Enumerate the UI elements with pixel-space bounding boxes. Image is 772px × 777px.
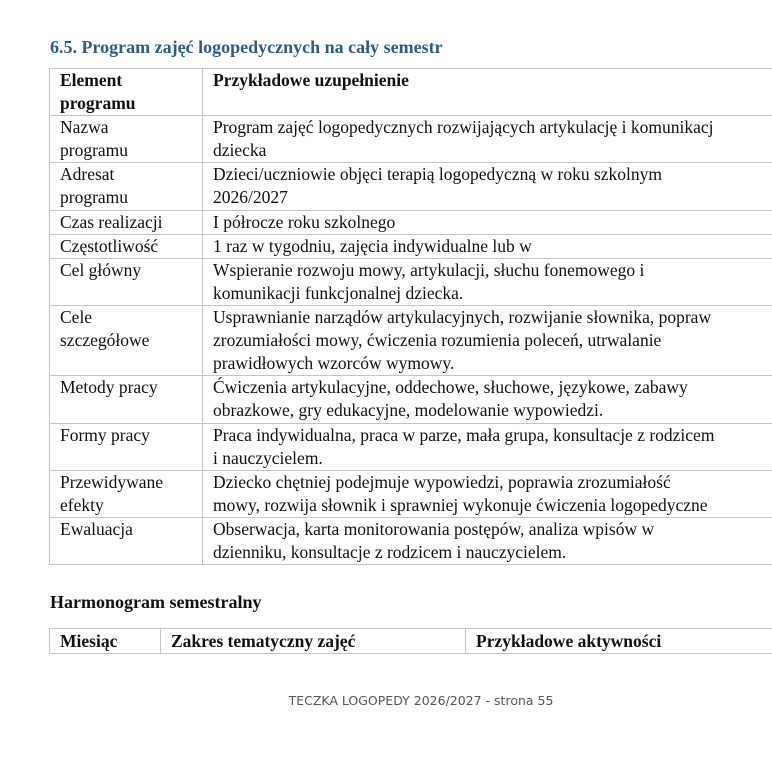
row-content-line: prawidłowych wzorców wymowy. (213, 353, 455, 373)
row-element-cell (50, 376, 203, 424)
row-content-line: Wspieranie rozwoju mowy, artykulacji, słuchu fonemowego i (213, 260, 645, 280)
page-footer: TECZKA LOGOPEDY 2026/2027 - strona 55 (288, 693, 554, 708)
row-element-line: Częstotliwość (60, 236, 159, 256)
row-content-cell (203, 211, 772, 235)
schedule-table-header-row (50, 629, 772, 654)
table-row (50, 235, 772, 259)
row-content-line: i nauczycielem. (213, 448, 323, 468)
header-month: Miesiąc (50, 629, 161, 654)
program-table-body (50, 116, 772, 565)
row-content-line: Ćwiczenia artykulacyjne, oddechowe, słuchowe, językowe, zabawy (213, 377, 688, 397)
header-example-line: Przykładowe uzupełnienie (213, 70, 409, 90)
row-element-line: szczegółowe (60, 330, 150, 350)
row-element-cell (50, 424, 203, 471)
row-content-line: Program zajęć logopedycznych rozwijających artykulację i komunikacj (213, 117, 714, 137)
row-content-line: Dzieci/uczniowie objęci terapią logopedyczną w roku szkolnym (213, 164, 663, 184)
row-content-cell (203, 424, 772, 471)
row-element-line: Przewidywane (60, 472, 164, 492)
table-row (50, 471, 772, 518)
row-content-cell (203, 518, 772, 565)
row-element-cell (50, 163, 203, 211)
row-content-line: dzienniku, konsultacje z rodzicem i nauczycielem. (213, 542, 567, 562)
row-content-line: dziecka (213, 140, 267, 160)
row-element-cell (50, 235, 203, 259)
row-content-line: Dziecko chętniej podejmuje wypowiedzi, poprawia zrozumiałość (213, 472, 671, 492)
row-content-cell (203, 116, 772, 163)
row-element-cell (50, 259, 203, 306)
header-example (203, 69, 772, 116)
header-element (50, 69, 203, 116)
schedule-heading: Harmonogram semestralny (50, 592, 262, 612)
program-table (49, 68, 772, 565)
row-element-line: Ewaluacja (60, 519, 133, 539)
program-table-header-row (50, 69, 772, 116)
row-content-line: 2026/2027 (213, 187, 288, 207)
row-content-line: 1 raz w tygodniu, zajęcia indywidualne lub w (213, 236, 532, 256)
row-content-cell (203, 306, 772, 376)
row-content-cell (203, 259, 772, 306)
schedule-table (49, 628, 772, 654)
row-element-line: Formy pracy (60, 425, 150, 445)
table-row (50, 163, 772, 211)
row-element-cell (50, 306, 203, 376)
row-content-cell (203, 235, 772, 259)
table-row (50, 211, 772, 235)
row-content-cell (203, 471, 772, 518)
row-content-line: Praca indywidualna, praca w parze, mała grupa, konsultacje z rodzicem (213, 425, 715, 445)
header-topics: Zakres tematyczny zajęć (161, 629, 466, 654)
row-element-cell (50, 211, 203, 235)
row-element-line: Cel główny (60, 260, 142, 280)
row-element-cell (50, 471, 203, 518)
row-element-line: efekty (60, 495, 104, 515)
header-element-line: programu (60, 93, 136, 113)
header-activities: Przykładowe aktywności (466, 629, 772, 654)
section-heading: 6.5. Program zajęć logopedycznych na cały semestr (50, 37, 443, 57)
row-element-cell (50, 116, 203, 163)
row-content-line: Usprawnianie narządów artykulacyjnych, rozwijanie słownika, popraw (213, 307, 712, 327)
table-row (50, 259, 772, 306)
row-content-line: Obserwacja, karta monitorowania postępów, analiza wpisów w (213, 519, 655, 539)
table-row (50, 376, 772, 424)
row-element-line: programu (60, 140, 129, 160)
table-row (50, 116, 772, 163)
row-content-line: I półrocze roku szkolnego (213, 212, 396, 232)
header-element-line: Element (60, 70, 123, 90)
row-content-cell (203, 163, 772, 211)
row-element-line: Adresat (60, 164, 115, 184)
table-row (50, 518, 772, 565)
row-element-line: Nazwa (60, 117, 109, 137)
row-element-line: programu (60, 187, 129, 207)
row-element-line: Metody pracy (60, 377, 158, 397)
row-content-line: zrozumiałości mowy, ćwiczenia rozumienia poleceń, utrwalanie (213, 330, 662, 350)
row-content-line: obrazkowe, gry edukacyjne, modelowanie wypowiedzi. (213, 400, 604, 420)
row-content-line: mowy, rozwija słownik i sprawniej wykonuje ćwiczenia logopedyczne (213, 495, 708, 515)
row-content-line: komunikacji funkcjonalnej dziecka. (213, 283, 464, 303)
table-row (50, 306, 772, 376)
row-element-line: Czas realizacji (60, 212, 163, 232)
row-element-line: Cele (60, 307, 93, 327)
row-element-cell (50, 518, 203, 565)
table-row (50, 424, 772, 471)
row-content-cell (203, 376, 772, 424)
